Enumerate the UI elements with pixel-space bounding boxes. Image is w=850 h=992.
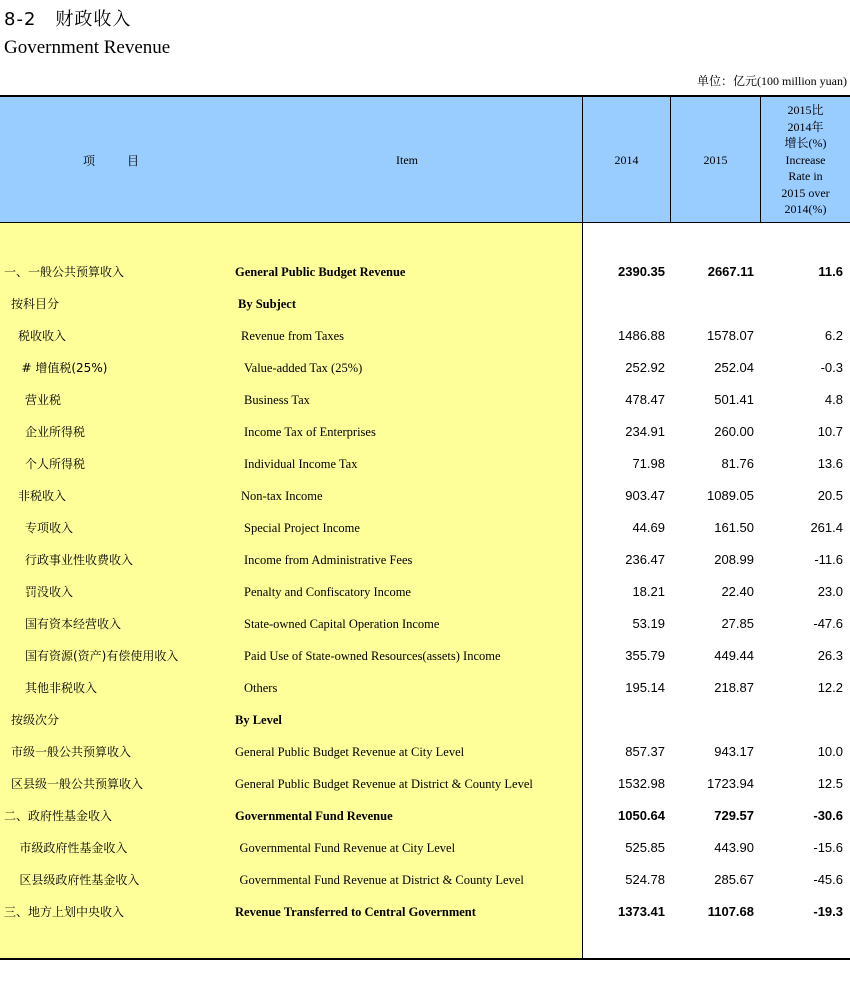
row-value-2015: 449.44 xyxy=(714,648,754,663)
table-row xyxy=(0,544,850,576)
row-growth-rate: -0.3 xyxy=(820,360,843,375)
row-value-2014: 2390.35 xyxy=(618,264,665,279)
row-item-cn: 非税收入 xyxy=(18,489,67,503)
row-value-2014: 1050.64 xyxy=(618,808,665,823)
row-value-2015: 943.17 xyxy=(714,744,754,759)
row-item-en: Individual Income Tax xyxy=(244,457,358,471)
row-item-cn: 一、一般公共预算收入 xyxy=(4,265,125,279)
header-rate-line: 2015比 xyxy=(787,103,824,118)
row-item-en: Revenue Transferred to Central Government xyxy=(235,905,476,919)
row-item-cn: 行政事业性收费收入 xyxy=(25,553,134,567)
row-item-cn: 个人所得税 xyxy=(25,457,86,471)
row-value-2014: 18.21 xyxy=(632,584,665,599)
row-growth-rate: 20.5 xyxy=(817,488,843,503)
table-bottom-rule xyxy=(0,958,850,960)
row-item-cn: 国有资源(资产)有偿使用收入 xyxy=(25,649,179,663)
row-value-2014: 1532.98 xyxy=(618,776,665,791)
header-rate xyxy=(761,97,850,223)
row-value-2014: 525.85 xyxy=(625,840,665,855)
row-item-en: General Public Budget Revenue at District & County Level xyxy=(235,777,533,791)
row-growth-rate: 261.4 xyxy=(810,520,843,535)
row-item-en: By Level xyxy=(235,713,282,727)
row-value-2015: 729.57 xyxy=(714,808,754,823)
row-item-cn: 按级次分 xyxy=(11,713,60,727)
row-growth-rate: -45.6 xyxy=(813,872,843,887)
table-row xyxy=(0,640,850,672)
row-growth-rate: 12.5 xyxy=(817,776,843,791)
row-item-cn: 企业所得税 xyxy=(25,425,86,439)
row-item-cn: 市级一般公共预算收入 xyxy=(11,745,132,759)
header-rate-line: Rate in xyxy=(788,169,823,184)
row-value-2015: 260.00 xyxy=(714,424,754,439)
row-item-en: Income from Administrative Fees xyxy=(244,553,413,567)
row-value-2014: 903.47 xyxy=(625,488,665,503)
table-row xyxy=(0,800,850,832)
row-item-cn: 其他非税收入 xyxy=(25,681,98,695)
row-value-2015: 501.41 xyxy=(714,392,754,407)
table-row xyxy=(0,480,850,512)
table-row xyxy=(0,608,850,640)
header-rate-line: 2014(%) xyxy=(784,202,827,217)
row-growth-rate: 6.2 xyxy=(824,328,843,343)
row-value-2015: 443.90 xyxy=(714,840,754,855)
row-item-cn: # 增值税(25%) xyxy=(21,361,108,375)
row-item-en: Value-added Tax (25%) xyxy=(244,361,363,375)
table-row xyxy=(0,320,850,352)
row-value-2014: 71.98 xyxy=(632,456,665,471)
table-row xyxy=(0,672,850,704)
row-growth-rate: 12.2 xyxy=(817,680,843,695)
row-value-2014: 478.47 xyxy=(625,392,665,407)
header-item-cn: 项 目 xyxy=(82,153,149,168)
row-value-2015: 1107.68 xyxy=(707,904,754,919)
row-value-2015: 22.40 xyxy=(721,584,754,599)
header-item-en: Item xyxy=(396,152,418,167)
row-item-cn: 国有资本经营收入 xyxy=(25,617,122,631)
row-item-en: Governmental Fund Revenue xyxy=(235,809,393,823)
row-value-2014: 355.79 xyxy=(625,648,665,663)
header-year-2015: 2015 xyxy=(703,152,728,167)
row-growth-rate: -19.3 xyxy=(813,904,843,919)
row-item-cn: 区县级政府性基金收入 xyxy=(19,873,140,887)
row-item-en: General Public Budget Revenue at City Level xyxy=(235,745,465,759)
row-value-2014: 252.92 xyxy=(625,360,665,375)
row-item-en: Governmental Fund Revenue at City Level xyxy=(239,841,456,855)
table-row xyxy=(0,288,850,320)
row-item-cn: 按科目分 xyxy=(11,297,60,311)
row-item-en: Paid Use of State-owned Resources(assets) Income xyxy=(244,649,501,663)
row-item-en: Penalty and Confiscatory Income xyxy=(244,585,411,599)
table-row xyxy=(0,256,850,288)
table-row xyxy=(0,768,850,800)
table-row xyxy=(0,512,850,544)
row-value-2014: 44.69 xyxy=(632,520,665,535)
row-item-cn: 区县级一般公共预算收入 xyxy=(11,777,144,791)
row-value-2015: 252.04 xyxy=(714,360,754,375)
row-growth-rate: 11.6 xyxy=(818,264,843,279)
row-value-2014: 1373.41 xyxy=(618,904,665,919)
row-value-2014: 195.14 xyxy=(625,680,665,695)
row-value-2014: 524.78 xyxy=(625,872,665,887)
row-value-2015: 218.87 xyxy=(714,680,754,695)
header-rate-line: 增长(%) xyxy=(784,136,827,151)
row-item-cn: 税收收入 xyxy=(18,329,67,343)
table-row xyxy=(0,736,850,768)
row-item-en: Governmental Fund Revenue at District & County Level xyxy=(239,873,524,887)
row-value-2014: 234.91 xyxy=(625,424,665,439)
row-value-2015: 1723.94 xyxy=(707,776,754,791)
row-growth-rate: 4.8 xyxy=(824,392,843,407)
row-growth-rate: -15.6 xyxy=(813,840,843,855)
row-value-2015: 1089.05 xyxy=(707,488,754,503)
table-title-cn: 8-2 财政收入 xyxy=(4,9,132,30)
header-rate-line: Increase xyxy=(785,152,826,167)
row-item-en: Others xyxy=(244,681,278,695)
table-row xyxy=(0,352,850,384)
header-rate-line: 2015 over xyxy=(781,185,830,200)
row-item-en: Income Tax of Enterprises xyxy=(244,425,376,439)
row-value-2015: 161.50 xyxy=(714,520,754,535)
row-value-2015: 1578.07 xyxy=(707,328,754,343)
table-row xyxy=(0,416,850,448)
row-growth-rate: 13.6 xyxy=(817,456,843,471)
table-title-en: Government Revenue xyxy=(4,37,171,58)
row-value-2014: 236.47 xyxy=(625,552,665,567)
table-row xyxy=(0,704,850,736)
row-item-en: Non-tax Income xyxy=(241,489,323,503)
table-row xyxy=(0,576,850,608)
row-value-2014: 1486.88 xyxy=(618,328,665,343)
row-growth-rate: 23.0 xyxy=(817,584,843,599)
row-item-cn: 专项收入 xyxy=(25,521,74,535)
row-growth-rate: 10.0 xyxy=(817,744,843,759)
row-item-cn: 二、政府性基金收入 xyxy=(4,809,113,823)
row-item-cn: 市级政府性基金收入 xyxy=(19,841,128,855)
row-value-2015: 81.76 xyxy=(721,456,754,471)
table-row xyxy=(0,896,850,928)
row-item-cn: 营业税 xyxy=(25,393,62,407)
header-rate-line: 2014年 xyxy=(787,119,824,134)
row-value-2015: 208.99 xyxy=(714,552,754,567)
row-growth-rate: -47.6 xyxy=(813,616,843,631)
table-row xyxy=(0,448,850,480)
unit-label: 单位：亿元(100 million yuan) xyxy=(697,74,847,88)
row-value-2015: 27.85 xyxy=(721,616,754,631)
row-item-en: Special Project Income xyxy=(244,521,360,535)
row-growth-rate: 26.3 xyxy=(817,648,843,663)
row-value-2015: 2667.11 xyxy=(707,264,754,279)
table-row xyxy=(0,864,850,896)
header-year-2014: 2014 xyxy=(614,152,639,167)
row-growth-rate: -30.6 xyxy=(813,808,843,823)
row-growth-rate: 10.7 xyxy=(817,424,843,439)
row-item-en: General Public Budget Revenue xyxy=(235,265,406,279)
row-value-2015: 285.67 xyxy=(714,872,754,887)
row-item-en: By Subject xyxy=(238,297,296,311)
table-row xyxy=(0,384,850,416)
row-value-2014: 53.19 xyxy=(632,616,665,631)
row-item-en: Revenue from Taxes xyxy=(241,329,345,343)
row-item-en: Business Tax xyxy=(244,393,310,407)
row-item-cn: 三、地方上划中央收入 xyxy=(4,905,125,919)
row-growth-rate: -11.6 xyxy=(814,552,843,567)
row-item-cn: 罚没收入 xyxy=(25,585,74,599)
row-value-2014: 857.37 xyxy=(625,744,665,759)
table-row xyxy=(0,832,850,864)
row-item-en: State-owned Capital Operation Income xyxy=(244,617,440,631)
